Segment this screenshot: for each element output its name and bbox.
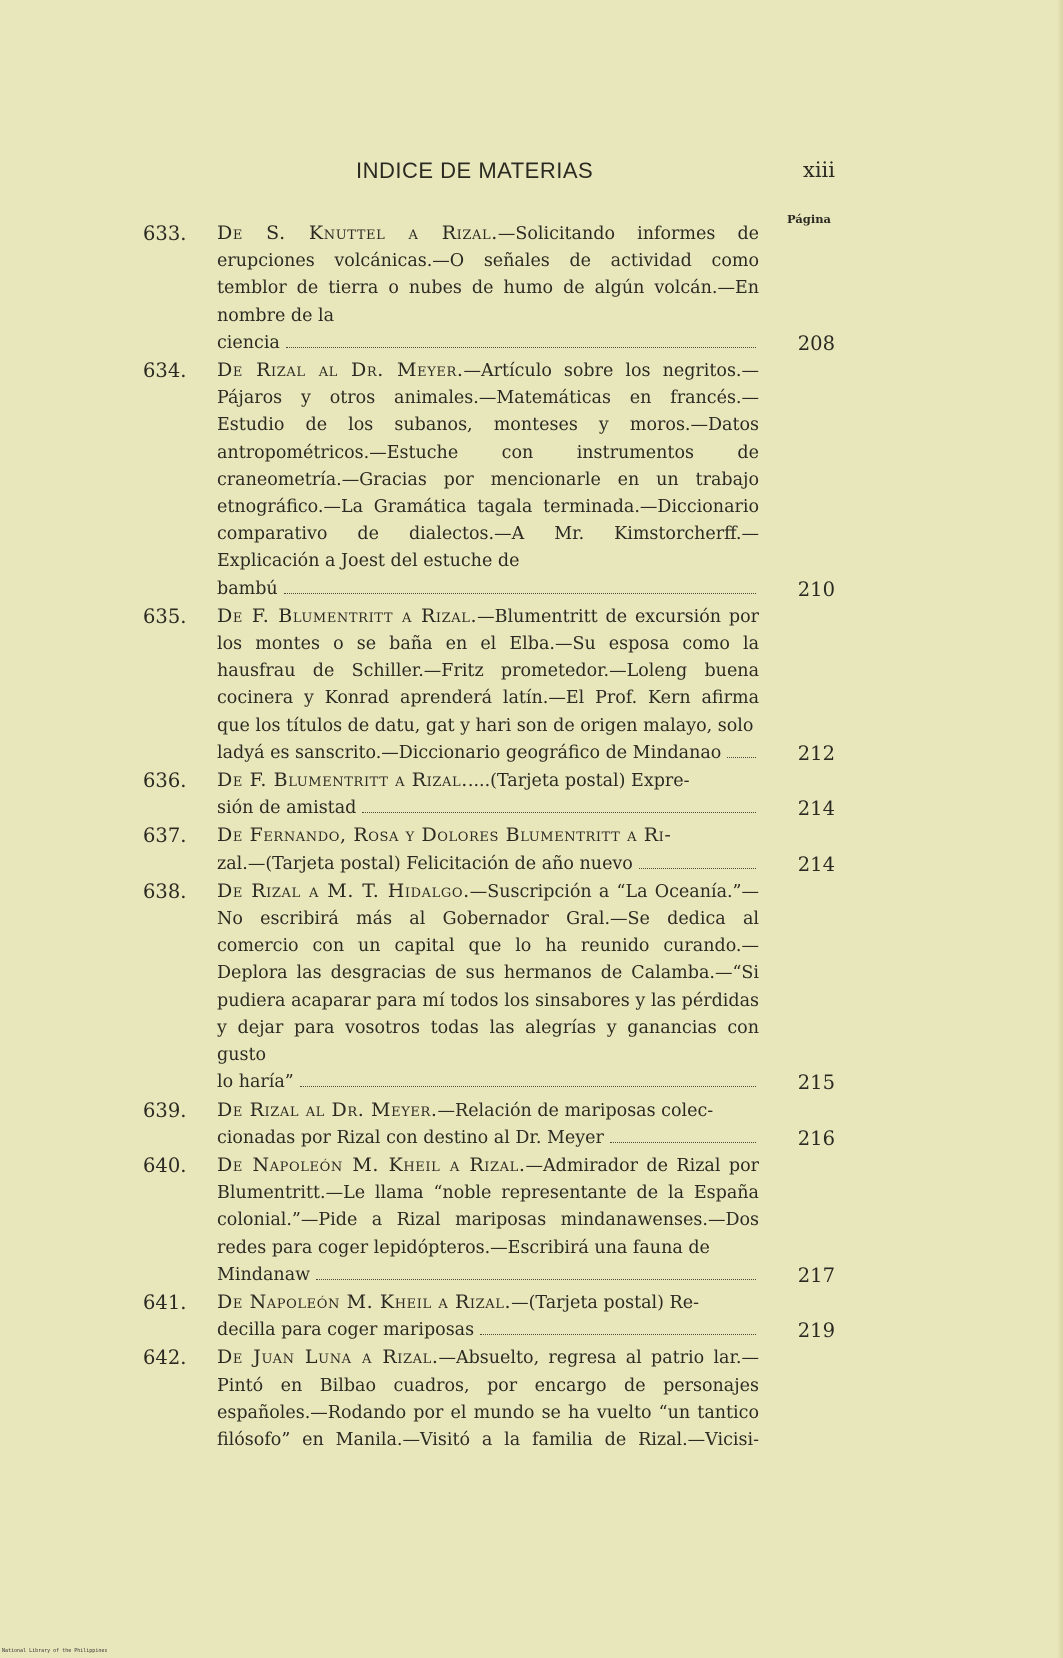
entry-last-line (217, 1069, 759, 1096)
entry-last-line-text: ciencia (217, 332, 280, 353)
entry-page-number: 219 (797, 1319, 835, 1343)
dot-leader (727, 757, 756, 758)
entry-heading: De Rizal al Dr. Meyer. (217, 1098, 438, 1121)
entry-heading: De Napoleón M. Kheil a Rizal. (217, 1153, 526, 1176)
entry-text: —Absuelto, regresa al patrio lar.—Pintó en Bilbao cuadros, por encargo de personajes españoles.—Rodando por el mundo se ha vuelto “un tantico filósofo” en Manila.—Visitó a la familia de Rizal.—Vicisi- (217, 1348, 759, 1450)
entry-last-line-text: sión de amistad (217, 798, 357, 819)
index-entry (143, 1152, 835, 1289)
index-entry (143, 1289, 835, 1344)
index-entry (143, 878, 835, 1097)
entry-page-number: 214 (797, 797, 835, 821)
entry-number: 634. (143, 359, 187, 383)
entry-last-line (217, 1125, 759, 1152)
entry-last-line (217, 1262, 759, 1289)
entry-number: 637. (143, 824, 187, 848)
entry-heading: De Napoleón M. Kheil a Rizal. (217, 1290, 512, 1313)
entry-heading: De F. Blumentritt a Rizal. (217, 769, 468, 792)
entry-last-line-text: zal.—(Tarjeta postal) Felicitación de año nuevo (217, 853, 633, 874)
entry-page-number: 208 (797, 331, 835, 355)
dot-leader (316, 1279, 756, 1280)
entry-heading: De Rizal al Dr. Meyer. (217, 359, 464, 382)
library-watermark: National Library of the Philippines (2, 1648, 108, 1654)
entry-number: 633. (143, 222, 187, 245)
entry-text: —Relación de mariposas colec- (437, 1100, 714, 1121)
dot-leader (300, 1086, 756, 1087)
entry-last-line-text: lo haría” (217, 1072, 294, 1093)
page-header (143, 158, 835, 190)
entry-page-number: 217 (797, 1263, 835, 1287)
index-entry (143, 220, 835, 357)
entry-text: —Suscripción a “La Oceanía.”—No escribirá más al Gobernador Gral.—Se dedica al comercio con un capital que lo ha reunido curando.—Deplora las desgracias de sus hermanos de Calamba.—“Si pudiera acaparar para mí todos los sinsabores y las pérdidas y dejar para vosotros todas las alegrías y ganancias con gusto (217, 881, 760, 1066)
page-edge (1057, 0, 1063, 1658)
entry-last-line (217, 1317, 759, 1344)
page-title: INDICE DE MATERIAS (356, 158, 594, 183)
entry-page-number: 216 (797, 1126, 835, 1150)
entry-heading: De F. Blumentritt a Rizal. (217, 604, 478, 627)
dot-leader (284, 593, 756, 594)
index-entry (143, 1097, 835, 1152)
entry-number: 641. (143, 1290, 187, 1314)
entry-body (217, 822, 759, 877)
entry-page-number: 210 (797, 577, 835, 601)
entry-body (217, 1289, 759, 1344)
dot-leader (610, 1142, 756, 1143)
entry-body (217, 1152, 759, 1289)
entry-last-line (217, 795, 759, 822)
entry-body (217, 1344, 759, 1454)
entry-text: ....(Tarjeta postal) Expre- (467, 771, 690, 792)
entry-text: —Blumentritt de excursión por los montes o se baña en el Elba.—Su esposa como la hausfrau de Schiller.—Fritz prometedor.—Loleng buena cocinera y Konrad aprenderá latín.—El Prof. Kern afirma que los títulos de datu, gat y hari son de origen malayo, solo (217, 606, 759, 736)
entry-body (217, 878, 759, 1097)
entry-heading: De Fernando, Rosa y Dolores Blumentritt a Ri- (217, 824, 672, 847)
page-number: xiii (803, 158, 835, 182)
entry-last-line (217, 330, 759, 357)
entry-last-line (217, 576, 759, 603)
dot-leader (362, 812, 756, 813)
index-entry (143, 822, 835, 877)
page-column-label: Página (787, 212, 832, 226)
entry-body (217, 357, 759, 603)
entry-body (217, 220, 759, 357)
entry-last-line (217, 851, 759, 878)
index-entry (143, 767, 835, 822)
entry-heading: De Juan Luna a Rizal. (217, 1346, 439, 1369)
entry-heading: De S. Knuttel a Rizal. (217, 222, 498, 244)
index-entry (143, 357, 835, 603)
dot-leader (286, 347, 756, 348)
index-entry (143, 603, 835, 767)
entry-number: 642. (143, 1346, 187, 1370)
entry-number: 636. (143, 769, 187, 793)
entry-last-line-text: ladyá es sanscrito.—Diccionario geográfico de Mindanao (217, 742, 722, 763)
entry-text: —Admirador de Rizal por Blumentritt.—Le llama “noble representante de la España colonial.”—Pide a Rizal mariposas mindanawenses.—Dos redes para coger lepidópteros.—Escribirá una fauna de (217, 1155, 759, 1258)
entry-number: 638. (143, 879, 187, 903)
entry-last-line-text: bambú (217, 578, 278, 599)
entry-page-number: 212 (797, 741, 835, 765)
entry-page-number: 215 (797, 1071, 835, 1095)
entry-last-line-text: decilla para coger mariposas (217, 1320, 475, 1341)
entry-body (217, 603, 759, 767)
entry-last-line (217, 740, 759, 767)
entry-number: 635. (143, 604, 187, 628)
entry-text: —Artículo sobre los negritos.—Pájaros y otros animales.—Matemáticas en francés.—Estudio de los subanos, monteses y moros.—Datos antropométricos.—Estuche con instrumentos de craneometría.—Gracias por mencionarle en un trabajo etnográfico.—La Gramática tagala terminada.—Diccionario comparativo de dialectos.—A Mr. Kimstorcherff.—Explicación a Joest del estuche de (217, 361, 759, 572)
dot-leader (480, 1334, 756, 1335)
entry-number: 639. (143, 1098, 187, 1122)
index-entries (143, 220, 835, 1454)
entry-text: —Solicitando informes de erupciones volcánicas.—O señales de actividad como temblor de tierra o nubes de humo de algún volcán.—En nombre de la (217, 224, 759, 326)
entry-number: 640. (143, 1153, 187, 1177)
entry-text: —(Tarjeta postal) Re- (511, 1292, 699, 1313)
entry-body (217, 767, 759, 822)
index-entry (143, 1344, 835, 1454)
entry-last-line-text: Mindanaw (217, 1264, 311, 1285)
entry-last-line-text: cionadas por Rizal con destino al Dr. Meyer (217, 1127, 604, 1148)
entry-body (217, 1097, 759, 1152)
entry-page-number: 214 (797, 852, 835, 876)
entry-heading: De Rizal a M. T. Hidalgo. (217, 879, 470, 902)
dot-leader (639, 868, 756, 869)
